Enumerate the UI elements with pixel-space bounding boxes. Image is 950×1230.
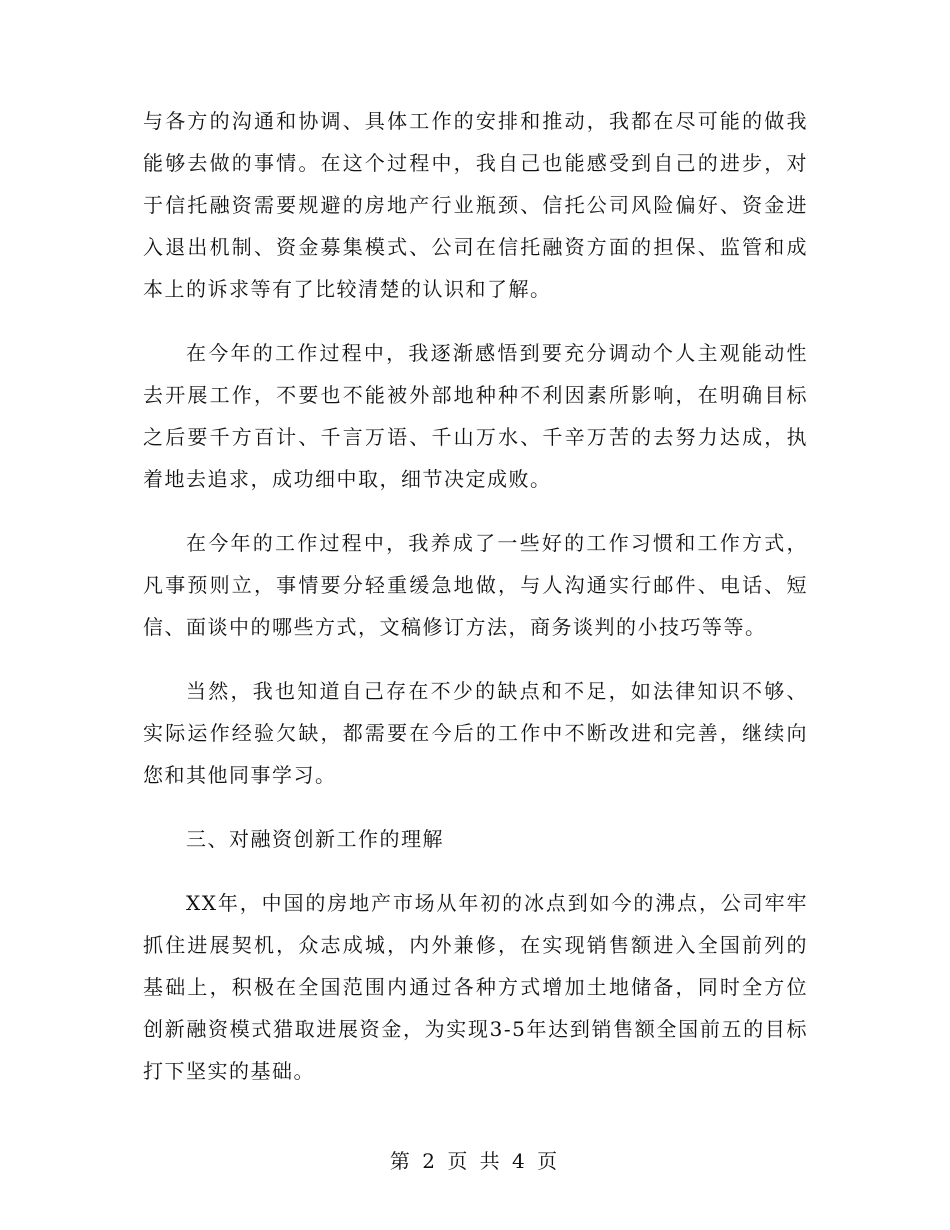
page-number-footer: 第 2 页 共 4 页: [389, 1149, 561, 1173]
section-heading: 三、对融资创新工作的理解: [186, 827, 444, 851]
document-body: [143, 100, 808, 1114]
paragraph-shortcomings: 当然，我也知道自己存在不少的缺点和不足，如法律知识不够、实际运作经验欠缺，都需要在今后的工作中不断改进和完善，继续向您和其他同事学习。: [143, 679, 808, 787]
paragraph-continuation: 与各方的沟通和协调、具体工作的安排和推动，我都在尽可能的做我能够去做的事情。在这个过程中，我自己也能感受到自己的进步，对于信托融资需要规避的房地产行业瓶颈、信托公司风险偏好、资金进入退出机制、资金募集模式、公司在信托融资方面的担保、监管和成本上的诉求等有了比较清楚的认识和了解。: [143, 109, 808, 301]
paragraph-market-understanding: XX年，中国的房地产市场从年初的冰点到如今的沸点，公司牢牢抓住进展契机，众志成城，内外兼修，在实现销售额进入全国前列的基础上，积极在全国范围内通过各种方式增加土地储备，同时全方位创新融资模式猎取进展资金，为实现3-5年达到销售额全国前五的目标打下坚实的基础。: [143, 891, 808, 1083]
paragraph-initiative: 在今年的工作过程中，我逐渐感悟到要充分调动个人主观能动性去开展工作，不要也不能被外部地种种不利因素所影响，在明确目标之后要千方百计、千言万语、千山万水、千辛万苦的去努力达成，执着地去追求，成功细中取，细节决定成败。: [143, 341, 808, 491]
paragraph-work-habits: 在今年的工作过程中，我养成了一些好的工作习惯和工作方式，凡事预则立，事情要分轻重缓急地做，与人沟通实行邮件、电话、短信、面谈中的哪些方式，文稿修订方法，商务谈判的小技巧等等。: [143, 531, 808, 639]
